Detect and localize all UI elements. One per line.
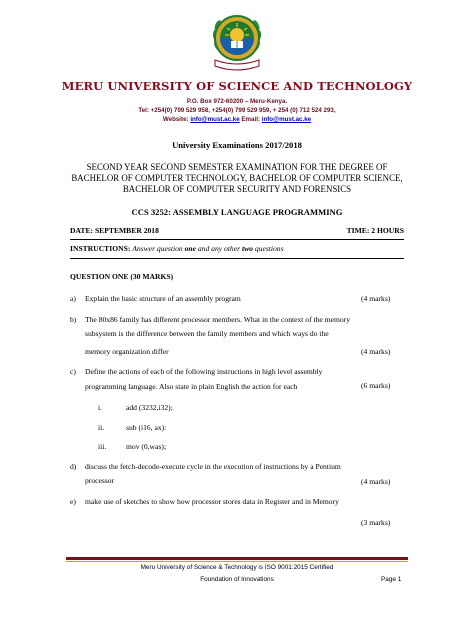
course-title: CCS 3252: ASSEMBLY LANGUAGE PROGRAMMING [131, 207, 343, 217]
question-e-marks: (3 marks) [361, 518, 391, 527]
question-b-label: b) [70, 315, 77, 324]
footer-iso-certification: Meru University of Science & Technology is ISO 9001:2015 Certified [140, 564, 334, 571]
email-label: Email: [241, 116, 260, 123]
sub-item-ii-label: ii. [98, 423, 105, 432]
question-c-line-1: Define the actions of each of the following instructions in high level assembly [85, 367, 323, 376]
question-c-line-2: programming language. Also state in plain English the action for each [85, 382, 298, 391]
email-link[interactable]: info@must.ac.ke [261, 116, 312, 123]
question-b-line-2: subsystem is the difference between the family members and which ways do the [85, 329, 329, 338]
website-email-line [0, 116, 474, 123]
website-link[interactable]: info@must.ac.ke [190, 116, 240, 123]
sub-item-iii-text: mov (0,was); [126, 442, 167, 451]
instructions-text-c: questions [254, 244, 284, 253]
date-time-row [70, 226, 404, 235]
question-d-line-2: processor [85, 476, 115, 485]
question-c-marks: (6 marks) [361, 381, 391, 390]
footer-motto: Foundation of Innovations [200, 576, 274, 583]
question-a-text: Explain the basic structure of an assembly program [85, 294, 241, 303]
exam-session: University Examinations 2017/2018 [172, 140, 302, 150]
sub-item-ii-text: sub (i16, ax): [126, 423, 167, 432]
university-name: MERU UNIVERSITY OF SCIENCE AND TECHNOLOGY [61, 79, 413, 93]
instructions-two: two [241, 244, 253, 253]
question-c-label: c) [70, 367, 76, 376]
question-e-line-1: make use of sketches to show how processor stores data in Register and in Memory [85, 497, 339, 506]
telephone-numbers: Tel: +254(0) 799 529 958, +254(0) 799 529 959, + 254 (0) 712 524 293, [138, 107, 336, 114]
sub-item-i-label: i. [98, 403, 103, 412]
instructions [70, 244, 404, 253]
divider-top [70, 239, 404, 240]
question-b-line-1: The 80x86 family has different processor members. What in the context of the memory [85, 315, 351, 324]
question-d-line-1: discuss the fetch-decode-execute cycle in the execution of instructions by a Pentium [85, 462, 341, 471]
question-d-label: d) [70, 462, 77, 471]
exam-title-line-1: SECOND YEAR SECOND SEMESTER EXAMINATION FOR THE DEGREE OF [86, 162, 388, 172]
instructions-text-a: Answer question [132, 244, 183, 253]
postal-address: P.O. Box 972-60200 – Meru-Kenya. [186, 98, 288, 105]
footer-divider [66, 557, 408, 560]
question-a-label: a) [70, 294, 76, 303]
exam-duration: TIME: 2 HOURS [346, 226, 404, 235]
sub-item-i-text: add (3232,i32); [126, 403, 173, 412]
sub-item-iii-label: iii. [98, 442, 107, 451]
website-label: Website: [162, 116, 189, 123]
instructions-label: INSTRUCTIONS: [70, 244, 131, 253]
exam-title-line-2: BACHELOR OF COMPUTER TECHNOLOGY, BACHELOR OF COMPUTER SCIENCE, [71, 173, 403, 183]
question-a-marks: (4 marks) [361, 294, 391, 303]
instructions-one: one [184, 244, 196, 253]
question-b-line-3: memory organization differ [85, 347, 169, 356]
page-number: Page 1 [381, 576, 402, 583]
exam-date: DATE: SEPTEMBER 2018 [70, 226, 159, 235]
instructions-text-b: and any other [197, 244, 241, 253]
question-b-marks: (4 marks) [361, 347, 391, 356]
divider-bottom [70, 258, 404, 259]
question-e-label: e) [70, 497, 76, 506]
question-one-heading: QUESTION ONE (30 MARKS) [70, 272, 174, 281]
university-seal-logo [209, 8, 265, 74]
question-d-marks: (4 marks) [361, 477, 391, 486]
footer-divider-accent [66, 561, 408, 562]
exam-title-line-3: BACHELOR OF COMPUTER SECURITY AND FORENSICS [122, 184, 352, 194]
